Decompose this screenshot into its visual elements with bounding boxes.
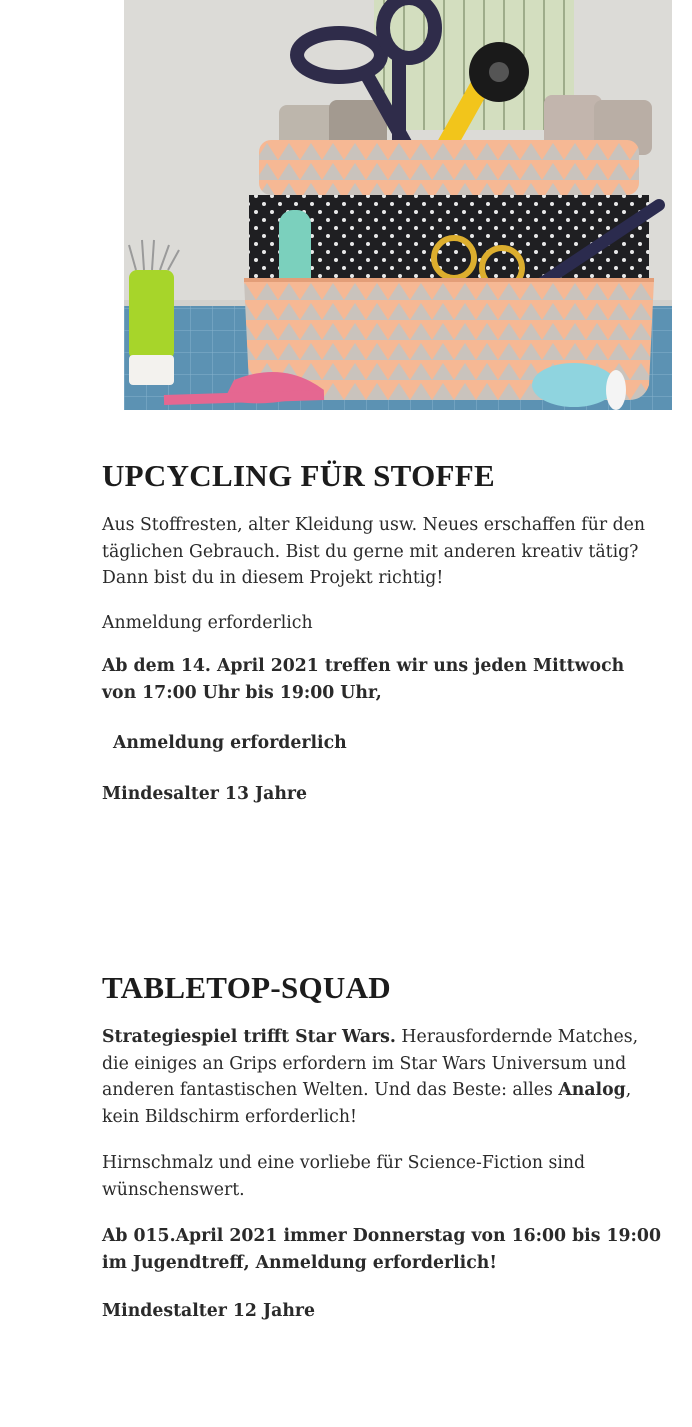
- intro-text: Aus Stoffresten, alter Kleidung usw. Neues erschaffen für den täglichen Gebrauch. Bist du gerne mit anderen kreativ tätig? Dann bist du in diesem Projekt richtig!: [102, 515, 645, 588]
- intro-text: [102, 1024, 662, 1130]
- registration-note: Anmeldung erforderlich: [102, 612, 313, 633]
- section-upcycling: [102, 458, 662, 807]
- section-tabletop: [102, 970, 662, 1325]
- requirements-text: Hirnschmalz und eine vorliebe für Science-Fiction sind wünschenswert.: [102, 1153, 586, 1200]
- section-title: TABLETOP-SQUAD: [102, 970, 391, 1005]
- intro-highlight: Strategiespiel trifft Star Wars.: [102, 1027, 396, 1047]
- sewing-basket-photo: [124, 0, 672, 410]
- intro-analog: Analog: [558, 1080, 626, 1100]
- schedule-text: Ab 015.April 2021 immer Donnerstag von 16:00 bis 19:00 im Jugendtreff, Anmeldung erforderlich!: [102, 1226, 661, 1273]
- schedule-text: Ab dem 14. April 2021 treffen wir uns jeden Mittwoch von 17:00 Uhr bis 19:00 Uhr,: [102, 656, 625, 703]
- sewing-basket-icon: [124, 0, 672, 410]
- intro-end: , kein Bildschirm erforderlich!: [102, 1080, 632, 1127]
- section-title: UPCYCLING FÜR STOFFE: [102, 458, 495, 493]
- registration-note-bold: Anmeldung erforderlich: [113, 733, 347, 753]
- min-age: Mindesalter 13 Jahre: [102, 783, 308, 804]
- min-age: Mindestalter 12 Jahre: [102, 1301, 316, 1321]
- intro-rest: Herausfordernde Matches, die einiges an Grips erfordern im Star Wars Universum und anderen fantastischen Welten. Und das Beste: alles: [102, 1027, 639, 1100]
